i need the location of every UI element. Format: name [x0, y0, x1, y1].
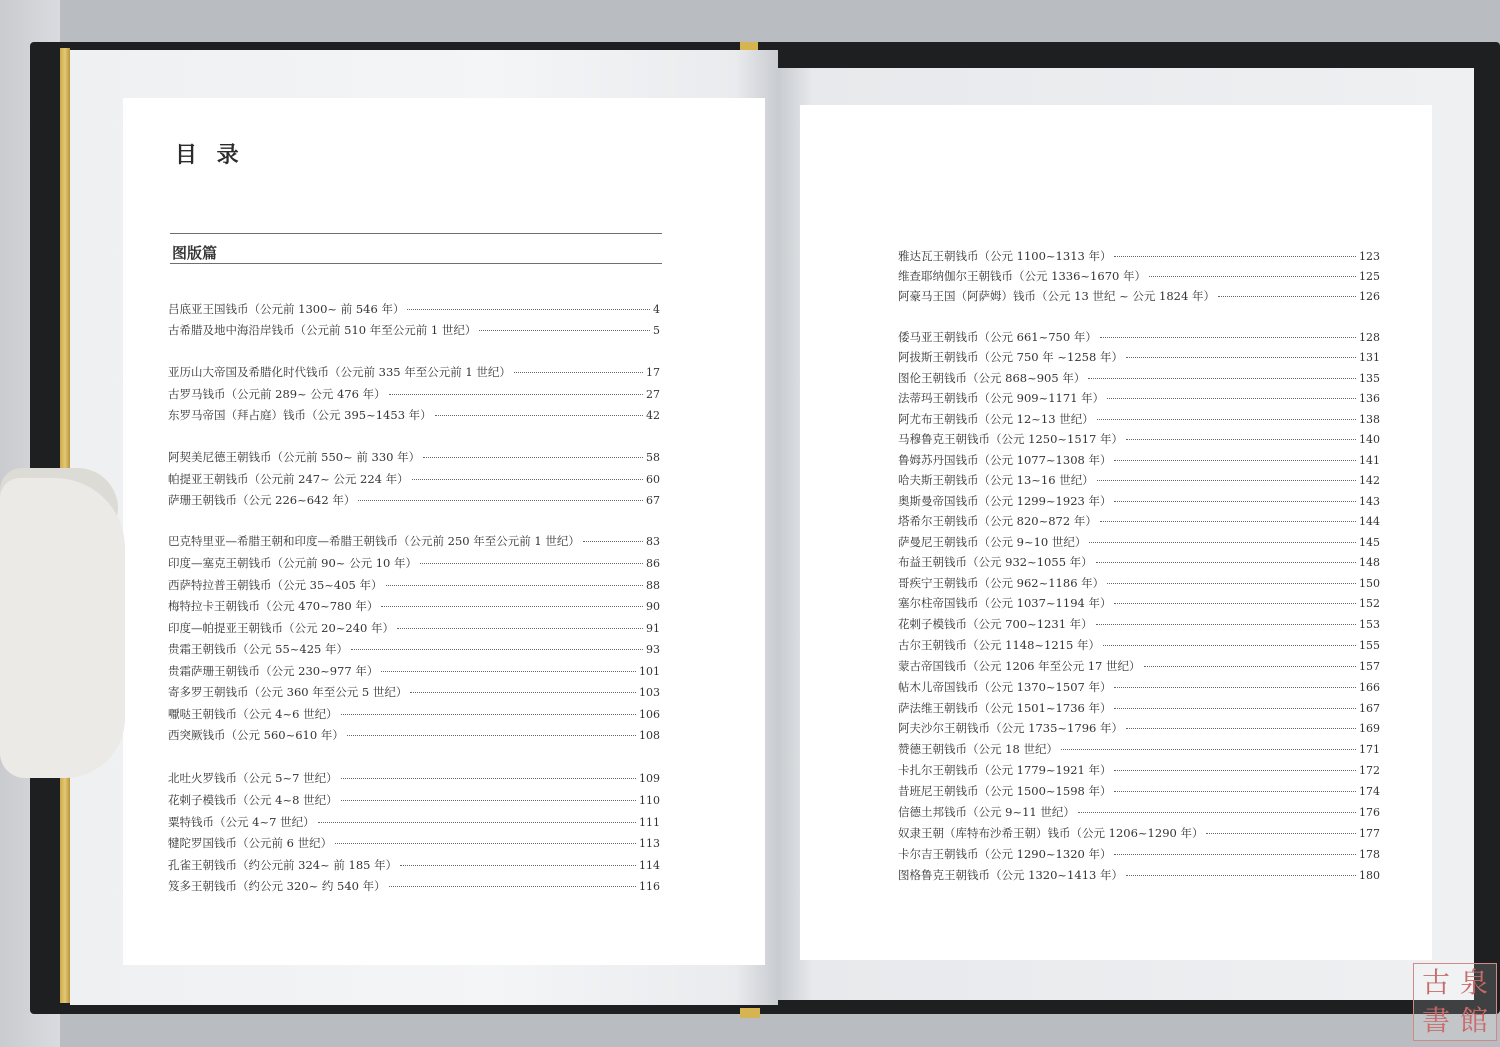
toc-entry: [168, 641, 660, 659]
toc-entry-title: 雅达瓦王朝钱币（公元 1100~1313 年）: [898, 249, 1112, 263]
toc-entry: [168, 449, 660, 467]
toc-entry: [168, 533, 660, 551]
toc-page-number: 126: [1359, 290, 1380, 303]
toc-page-number: 169: [1359, 722, 1380, 735]
toc-page-number: 180: [1359, 869, 1380, 882]
toc-page-number: 171: [1359, 743, 1380, 756]
toc-leader-dots: [420, 563, 643, 564]
toc-leader-dots: [1126, 875, 1356, 876]
toc-page-number: 150: [1359, 577, 1380, 590]
toc-entry: [898, 804, 1380, 822]
toc-page-number: 140: [1359, 433, 1380, 446]
toc-page-number: 157: [1359, 660, 1380, 673]
toc-leader-dots: [1149, 276, 1356, 277]
toc-page-number: 138: [1359, 413, 1380, 426]
toc-entry: [898, 329, 1380, 347]
toc-page-number: 114: [639, 859, 660, 872]
toc-entry-title: 贵霜王朝钱币（公元 55~425 年）: [168, 642, 349, 656]
toc-page-number: 109: [639, 772, 660, 785]
toc-leader-dots: [1097, 419, 1356, 420]
toc-page-number: 103: [639, 686, 660, 699]
toc-page-number: 152: [1359, 597, 1380, 610]
toc-entry: [898, 867, 1380, 885]
toc-leader-dots: [1114, 603, 1356, 604]
toc-page-number: 153: [1359, 618, 1380, 631]
toc-leader-dots: [341, 800, 636, 801]
toc-entry: [898, 575, 1380, 593]
toc-page-number: 106: [639, 708, 660, 721]
toc-leader-dots: [1088, 378, 1356, 379]
toc-entry-title: 塞尔柱帝国钱币（公元 1037~1194 年）: [898, 596, 1112, 610]
toc-entry-title: 印度—帕提亚王朝钱币（公元 20~240 年）: [168, 621, 395, 635]
toc-entry-title: 信德土邦钱币（公元 9~11 世纪）: [898, 805, 1075, 819]
toc-leader-dots: [435, 415, 643, 416]
toc-page-number: 4: [653, 303, 660, 316]
toc-entry: [168, 598, 660, 616]
toc-entry: [168, 620, 660, 638]
toc-entry-title: 西萨特拉普王朝钱币（公元 35~405 年）: [168, 578, 383, 592]
toc-page-number: 110: [639, 794, 660, 807]
toc-leader-dots: [1114, 770, 1356, 771]
toc-entry: [898, 679, 1380, 697]
toc-page-number: 58: [646, 451, 660, 464]
toc-leader-dots: [514, 372, 643, 373]
toc-entry-title: 布益王朝钱币（公元 932~1055 年）: [898, 555, 1093, 569]
toc-page-number: 42: [646, 409, 660, 422]
toc-entry-title: 古尔王朝钱币（公元 1148~1215 年）: [898, 638, 1100, 652]
toc-page-number: 144: [1359, 515, 1380, 528]
toc-page-number: 116: [639, 880, 660, 893]
toc-page-number: 93: [646, 643, 660, 656]
tailband: [740, 1008, 760, 1018]
toc-entry: [898, 846, 1380, 864]
toc-entry-title: 奥斯曼帝国钱币（公元 1299~1923 年）: [898, 494, 1112, 508]
toc-leader-dots: [1103, 645, 1356, 646]
toc-leader-dots: [407, 309, 650, 310]
toc-entry-title: 阿尤布王朝钱币（公元 12~13 世纪）: [898, 412, 1094, 426]
toc-entry-title: 萨法维王朝钱币（公元 1501~1736 年）: [898, 701, 1112, 715]
toc-entry-title: 萨曼尼王朝钱币（公元 9~10 世纪）: [898, 535, 1087, 549]
toc-leader-dots: [1097, 480, 1356, 481]
toc-page-number: 67: [646, 494, 660, 507]
toc-leader-dots: [1114, 256, 1356, 257]
toc-page-number: 136: [1359, 392, 1380, 405]
toc-entry-title: 梅特拉卡王朝钱币（公元 470~780 年）: [168, 599, 379, 613]
toc-entry-title: 阿夫沙尔王朝钱币（公元 1735~1796 年）: [898, 721, 1123, 735]
toc-entry: [168, 577, 660, 595]
toc-leader-dots: [1114, 791, 1356, 792]
toc-entry: [898, 658, 1380, 676]
toc-entry: [168, 407, 660, 425]
toc-leader-dots: [1100, 337, 1356, 338]
toc-entry-title: 亚历山大帝国及希腊化时代钱币（公元前 335 年至公元前 1 世纪）: [168, 365, 511, 379]
toc-leader-dots: [1126, 728, 1356, 729]
toc-entry: [168, 684, 660, 702]
toc-entry: [898, 783, 1380, 801]
toc-leader-dots: [341, 714, 636, 715]
toc-leader-dots: [335, 843, 636, 844]
toc-entry-title: 古罗马钱币（公元前 289~ 公元 476 年）: [168, 387, 386, 401]
toc-entry: [168, 663, 660, 681]
toc-leader-dots: [1218, 296, 1356, 297]
toc-entry: [898, 390, 1380, 408]
toc-page-number: 60: [646, 473, 660, 486]
toc-entry: [898, 493, 1380, 511]
toc-leader-dots: [389, 394, 643, 395]
toc-page-number: 142: [1359, 474, 1380, 487]
toc-entry: [168, 770, 660, 788]
toc-entry: [898, 741, 1380, 759]
toc-page-number: 27: [646, 388, 660, 401]
toc-entry: [898, 411, 1380, 429]
toc-leader-dots: [1107, 583, 1356, 584]
toc-page-number: 90: [646, 600, 660, 613]
toc-entry-title: 西突厥钱币（公元 560~610 年）: [168, 728, 344, 742]
toc-entry-title: 北吐火罗钱币（公元 5~7 世纪）: [168, 771, 338, 785]
toc-entry-title: 塔希尔王朝钱币（公元 820~872 年）: [898, 514, 1097, 528]
toc-leader-dots: [412, 479, 643, 480]
toc-page-number: 172: [1359, 764, 1380, 777]
toc-entry-title: 巴克特里亚—希腊王朝和印度—希腊王朝钱币（公元前 250 年至公元前 1 世纪）: [168, 534, 580, 548]
toc-leader-dots: [1096, 562, 1356, 563]
toc-entry-title: 哥疾宁王朝钱币（公元 962~1186 年）: [898, 576, 1105, 590]
toc-entry: [168, 301, 660, 319]
toc-page-number: 17: [646, 366, 660, 379]
toc-page-number: 111: [639, 816, 660, 829]
toc-page-number: 174: [1359, 785, 1380, 798]
toc-leader-dots: [351, 649, 643, 650]
toc-entry-title: 倭马亚王朝钱币（公元 661~750 年）: [898, 330, 1097, 344]
toc-entry-title: 阿拔斯王朝钱币（公元 750 年 ~1258 年）: [898, 350, 1123, 364]
toc-page-number: 176: [1359, 806, 1380, 819]
toc-entry-title: 孔雀王朝钱币（约公元前 324~ 前 185 年）: [168, 858, 398, 872]
toc-leader-dots: [583, 541, 643, 542]
toc-leader-dots: [397, 628, 643, 629]
toc-entry: [168, 792, 660, 810]
toc-entry: [898, 554, 1380, 572]
toc-entry-title: 花剌子模钱币（公元 700~1231 年）: [898, 617, 1093, 631]
toc-leader-dots: [1061, 749, 1356, 750]
toc-page-number: 141: [1359, 454, 1380, 467]
toc-leader-dots: [410, 692, 636, 693]
toc-entry-title: 哈夫斯王朝钱币（公元 13~16 世纪）: [898, 473, 1094, 487]
toc-leader-dots: [1114, 687, 1356, 688]
toc-leader-dots: [400, 865, 636, 866]
toc-page-number: 145: [1359, 536, 1380, 549]
toc-entry-title: 嚈哒王朝钱币（公元 4~6 世纪）: [168, 707, 338, 721]
toc-entry: [898, 700, 1380, 718]
toc-entry-title: 印度—塞克王朝钱币（公元前 90~ 公元 10 年）: [168, 556, 418, 570]
toc-leader-dots: [318, 822, 636, 823]
toc-entry: [898, 452, 1380, 470]
toc-entry-title: 吕底亚王国钱币（公元前 1300~ 前 546 年）: [168, 302, 405, 316]
toc-entry-title: 奴隶王朝（库特布沙希王朝）钱币（公元 1206~1290 年）: [898, 826, 1204, 840]
toc-entry: [898, 720, 1380, 738]
toc-leader-dots: [1114, 460, 1356, 461]
toc-entry: [168, 727, 660, 745]
toc-entry: [898, 825, 1380, 843]
toc-entry: [168, 364, 660, 382]
toc-leader-dots: [347, 735, 636, 736]
toc-page-number: 131: [1359, 351, 1380, 364]
toc-page-number: 83: [646, 535, 660, 548]
toc-leader-dots: [1126, 439, 1356, 440]
toc-entry-title: 卡尔吉王朝钱币（公元 1290~1320 年）: [898, 847, 1112, 861]
toc-entry-title: 笈多王朝钱币（约公元 320~ 约 540 年）: [168, 879, 386, 893]
toc-entry: [168, 878, 660, 896]
toc-page-number: 123: [1359, 250, 1380, 263]
toc-entry-title: 图格鲁克王朝钱币（公元 1320~1413 年）: [898, 868, 1123, 882]
toc-entry-title: 粟特钱币（公元 4~7 世纪）: [168, 815, 315, 829]
toc-entry: [168, 471, 660, 489]
toc-leader-dots: [1144, 666, 1356, 667]
toc-page-number: 155: [1359, 639, 1380, 652]
toc-page-number: 5: [653, 324, 660, 337]
toc-entry: [168, 386, 660, 404]
section-label: 图版篇: [172, 244, 218, 262]
toc-leader-dots: [479, 330, 650, 331]
toc-page-number: 178: [1359, 848, 1380, 861]
toc-leader-dots: [423, 457, 643, 458]
toc-page-number: 91: [646, 622, 660, 635]
toc-leader-dots: [386, 585, 643, 586]
toc-entry-title: 帖木儿帝国钱币（公元 1370~1507 年）: [898, 680, 1112, 694]
toc-page-number: 101: [639, 665, 660, 678]
toc-entry-title: 昔班尼王朝钱币（公元 1500~1598 年）: [898, 784, 1112, 798]
toc-entry: [898, 349, 1380, 367]
section-rule-top: [170, 233, 662, 234]
toc-leader-dots: [381, 671, 636, 672]
toc-entry-title: 蒙古帝国钱币（公元 1206 年至公元 17 世纪）: [898, 659, 1141, 673]
toc-page-number: 166: [1359, 681, 1380, 694]
toc-entry-title: 维查耶纳伽尔王朝钱币（公元 1336~1670 年）: [898, 269, 1146, 283]
toc-page-number: 86: [646, 557, 660, 570]
toc-leader-dots: [381, 606, 643, 607]
toc-page-number: 88: [646, 579, 660, 592]
toc-entry: [898, 370, 1380, 388]
toc-entry-title: 帕提亚王朝钱币（公元前 247~ 公元 224 年）: [168, 472, 409, 486]
toc-entry: [168, 857, 660, 875]
toc-entry-title: 萨珊王朝钱币（公元 226~642 年）: [168, 493, 356, 507]
toc-page-number: 128: [1359, 331, 1380, 344]
toc-entry: [898, 431, 1380, 449]
toc-entry-title: 阿豪马王国（阿萨姆）钱币（公元 13 世纪 ~ 公元 1824 年）: [898, 289, 1215, 303]
toc-leader-dots: [1206, 833, 1356, 834]
toc-entry: [168, 706, 660, 724]
toc-entry: [898, 534, 1380, 552]
toc-entry-title: 鲁姆苏丹国钱币（公元 1077~1308 年）: [898, 453, 1112, 467]
toc-page-number: 135: [1359, 372, 1380, 385]
toc-leader-dots: [1114, 501, 1356, 502]
page-title: 目 录: [175, 142, 245, 168]
toc-leader-dots: [389, 886, 636, 887]
toc-entry-title: 犍陀罗国钱币（公元前 6 世纪）: [168, 836, 333, 850]
toc-page-number: 148: [1359, 556, 1380, 569]
toc-entry: [898, 616, 1380, 634]
toc-entry-title: 寄多罗王朝钱币（公元 360 年至公元 5 世纪）: [168, 685, 408, 699]
section-rule-bottom: [170, 263, 662, 264]
toc-entry-title: 法蒂玛王朝钱币（公元 909~1171 年）: [898, 391, 1105, 405]
toc-page-number: 113: [639, 837, 660, 850]
toc-page-number: 125: [1359, 270, 1380, 283]
toc-entry: [898, 472, 1380, 490]
toc-entry: [168, 322, 660, 340]
toc-entry: [898, 248, 1380, 266]
toc-entry-title: 贵霜萨珊王朝钱币（公元 230~977 年）: [168, 664, 379, 678]
toc-page-number: 108: [639, 729, 660, 742]
toc-page-number: 143: [1359, 495, 1380, 508]
toc-entry-title: 赞德王朝钱币（公元 18 世纪）: [898, 742, 1058, 756]
toc-entry-title: 东罗马帝国（拜占庭）钱币（公元 395~1453 年）: [168, 408, 432, 422]
toc-entry-title: 马穆鲁克王朝钱币（公元 1250~1517 年）: [898, 432, 1123, 446]
toc-entry: [168, 814, 660, 832]
toc-entry-title: 卡扎尔王朝钱币（公元 1779~1921 年）: [898, 763, 1112, 777]
toc-entry: [898, 288, 1380, 306]
gloved-hand: [0, 478, 125, 778]
toc-entry: [168, 555, 660, 573]
toc-entry: [168, 492, 660, 510]
toc-entry: [898, 762, 1380, 780]
toc-entry: [898, 637, 1380, 655]
toc-entry-title: 阿契美尼德王朝钱币（公元前 550~ 前 330 年）: [168, 450, 421, 464]
toc-entry-title: 古希腊及地中海沿岸钱币（公元前 510 年至公元前 1 世纪）: [168, 323, 477, 337]
toc-entry: [898, 268, 1380, 286]
toc-page-number: 177: [1359, 827, 1380, 840]
toc-leader-dots: [1126, 357, 1356, 358]
toc-entry-title: 花剌子模钱币（公元 4~8 世纪）: [168, 793, 338, 807]
toc-leader-dots: [1114, 854, 1356, 855]
toc-leader-dots: [1078, 812, 1356, 813]
toc-leader-dots: [1107, 398, 1356, 399]
toc-entry: [898, 595, 1380, 613]
toc-leader-dots: [1089, 542, 1356, 543]
seal-stamp: 古 泉 書 館: [1413, 963, 1497, 1041]
toc-leader-dots: [1114, 708, 1356, 709]
toc-entry-title: 图伦王朝钱币（公元 868~905 年）: [898, 371, 1086, 385]
toc-entry: [168, 835, 660, 853]
toc-page-number: 167: [1359, 702, 1380, 715]
toc-leader-dots: [358, 500, 643, 501]
toc-leader-dots: [1096, 624, 1356, 625]
toc-leader-dots: [1100, 521, 1356, 522]
toc-leader-dots: [341, 778, 636, 779]
toc-entry: [898, 513, 1380, 531]
